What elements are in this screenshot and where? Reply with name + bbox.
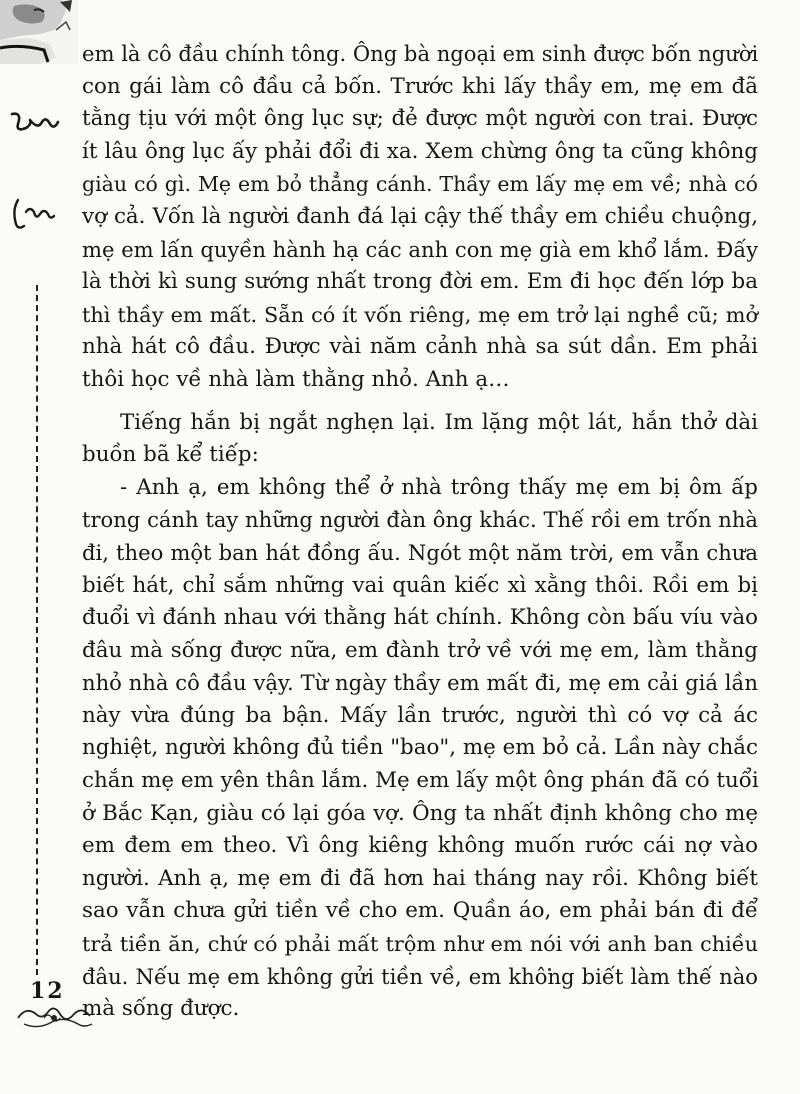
paragraph-1 xyxy=(82,38,758,397)
text-line: Tiếng hắn bị ngắt nghẹn lại. Im lặng một lát, hắn thở dài xyxy=(120,409,758,435)
corner-photo-fragment xyxy=(0,0,78,64)
text-line: biết hát, chỉ sắm những vai quân kiếc xì xằng thôi. Rồi em bị xyxy=(82,572,758,598)
text-line: nhà hát cô đầu. Được vài năm cảnh nhà sa sút dần. Em phải xyxy=(82,334,758,360)
text-line: sao vẫn chưa gửi tiền về cho em. Quần áo, em phải bán đi để xyxy=(82,898,758,924)
margin-calligraphy-mark xyxy=(8,196,68,236)
text-line: nghiệt, người không đủ tiền "bao", mẹ em bỏ cả. Lần này chắc xyxy=(82,735,758,761)
text-line: em đem em theo. Vì ông kiêng không muốn rước cái nợ vào xyxy=(82,833,758,859)
text-line: ít lâu ông lục ấy phải đổi đi xa. Xem chừng ông ta cũng không xyxy=(82,138,758,164)
text-line: con gái làm cô đầu cả bốn. Trước khi lấy thầy em, mẹ em đã xyxy=(82,73,758,99)
text-line: trong cánh tay những người đàn ông khác. Thế rồi em trốn nhà xyxy=(82,507,758,533)
text-line: đuổi vì đánh nhau với thằng hát chính. Không còn bấu víu vào xyxy=(82,605,758,631)
text-line: nhỏ nhà cô đầu vậy. Từ ngày thầy em mất đi, mẹ em cải giá lần xyxy=(82,670,758,696)
text-line: đi, theo một ban hát đồng ấu. Ngót một năm trời, em vẫn chưa xyxy=(82,539,758,565)
text-line: vợ cả. Vốn là người đanh đá lại cậy thế thầy em chiều chuộng, xyxy=(82,203,758,229)
text-line: chắn mẹ em yên thân lắm. Mẹ em lấy một ông phán đã có tuổi xyxy=(82,768,759,794)
text-line: thì thầy em mất. Sẵn có ít vốn riêng, mẹ em trở lại nghề cũ; mở xyxy=(82,302,758,327)
margin-calligraphy-mark xyxy=(8,104,68,144)
text-line: em là cô đầu chính tông. Ông bà ngoại em sinh được bốn người xyxy=(82,41,759,66)
paragraph-2 xyxy=(82,407,758,472)
body-text xyxy=(82,38,758,1026)
text-line: giàu có gì. Mẹ em bỏ thẳng cánh. Thầy em lấy mẹ em về; nhà có xyxy=(82,172,758,197)
text-line: mà sống được. xyxy=(82,996,240,1022)
paragraph-3 xyxy=(82,472,758,1026)
text-line: đâu mà sống được nữa, em đành trở về với mẹ em, làm thằng xyxy=(82,637,758,663)
margin-dashed-line xyxy=(36,285,38,975)
text-line: buồn bã kể tiếp: xyxy=(82,442,259,468)
text-line: - Anh ạ, em không thể ở nhà trông thấy mẹ em bị ôm ấp xyxy=(120,474,758,500)
page-number: 12 xyxy=(30,978,65,1004)
text-line: ở Bắc Kạn, giàu có lại góa vợ. Ông ta nhất định không cho mẹ xyxy=(82,800,758,826)
text-line: này vừa đúng ba bận. Mấy lần trước, người thì có vợ cả ác xyxy=(82,702,758,728)
text-line: người. Anh ạ, mẹ em đi đã hơn hai tháng nay rồi. Không biết xyxy=(82,865,758,891)
text-line: là thời kì sung sướng nhất trong đời em. Em đi học đến lớp ba xyxy=(82,269,758,295)
text-line: thôi học về nhà làm thằng nhỏ. Anh ạ… xyxy=(82,366,510,392)
text-line: đâu. Nếu mẹ em không gửi tiền về, em không biết làm thế nào xyxy=(82,963,758,989)
text-line: trả tiền ăn, chứ có phải mất trộm như em nói với anh ban chiều xyxy=(82,932,758,957)
text-line: tằng tịu với một ông lục sự; đẻ được một người con trai. Được xyxy=(82,106,758,132)
text-line: mẹ em lấn quyền hành hạ các anh con mẹ già em khổ lắm. Đấy xyxy=(82,236,759,262)
